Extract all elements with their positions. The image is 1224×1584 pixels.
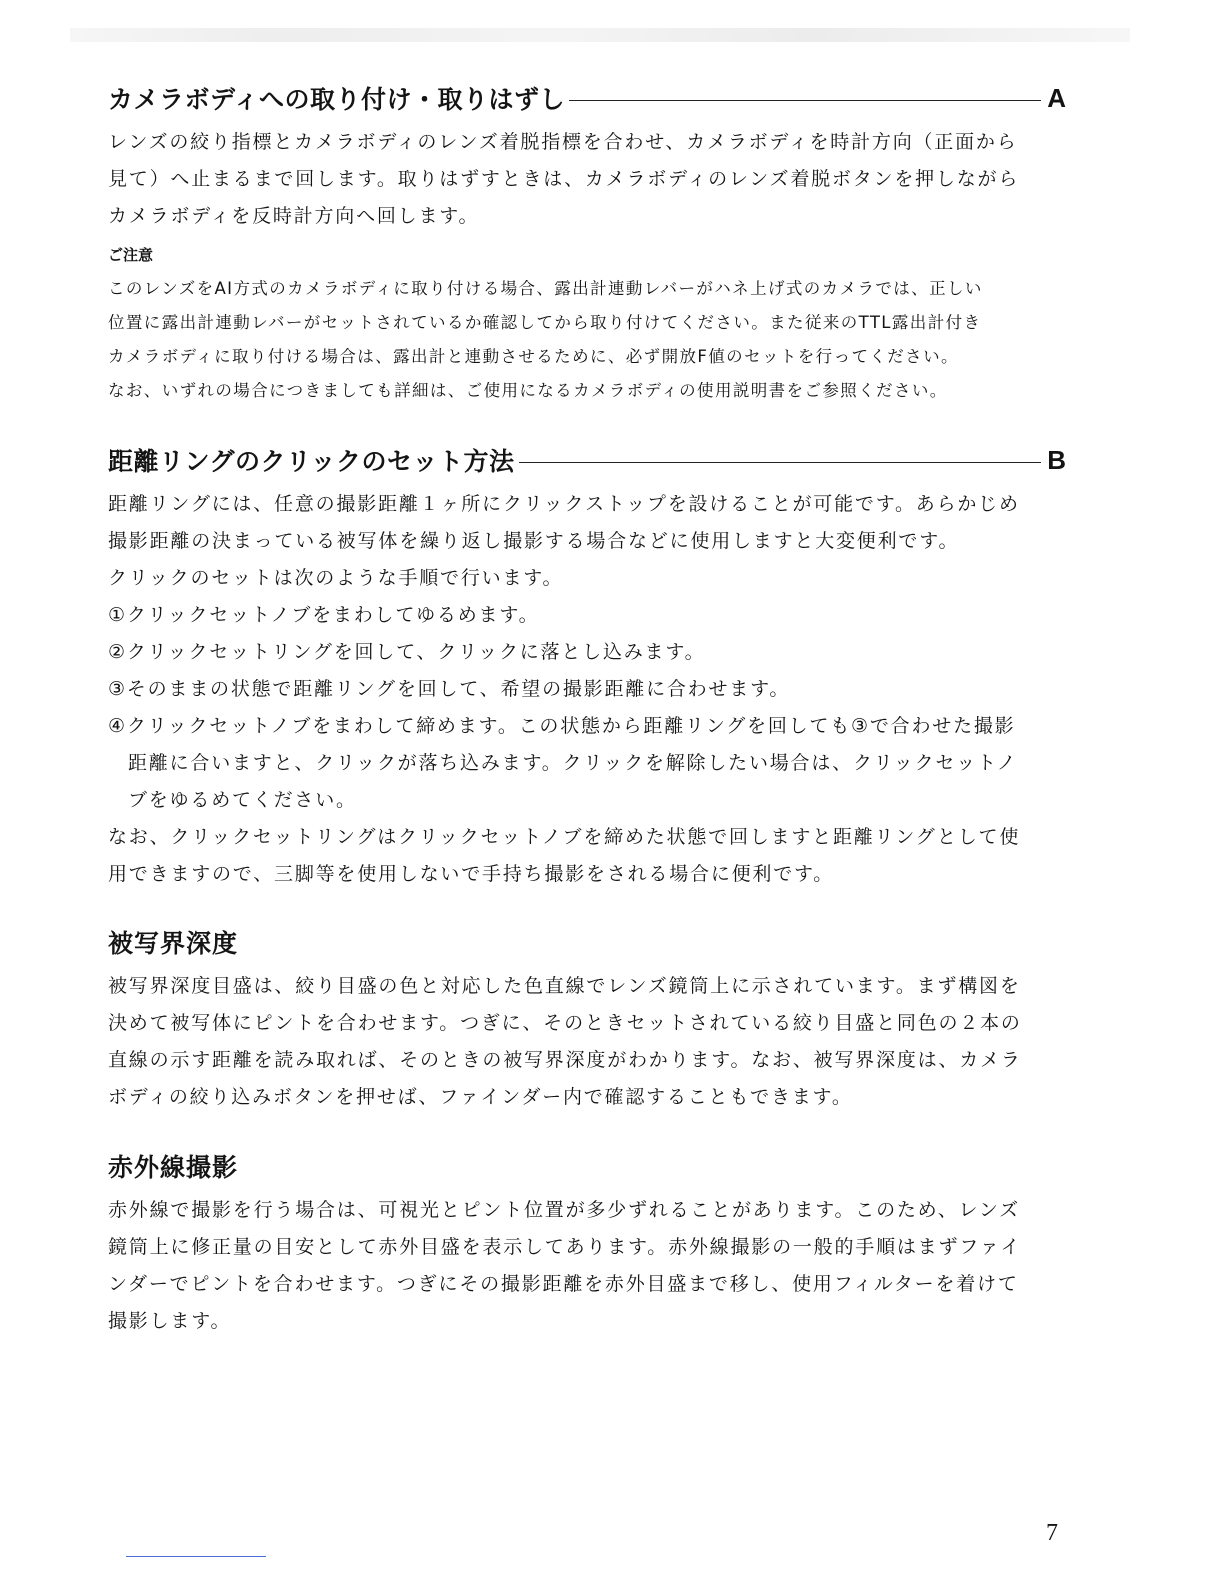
caution-body [108, 272, 1068, 408]
paragraph-line: 撮影します。 [108, 1310, 232, 1332]
dof-body [108, 968, 1068, 1116]
paragraph-line: 赤外線で撮影を行う場合は、可視光とピント位置が多少ずれることがあります。このため、レンズ [108, 1199, 1020, 1221]
paragraph-line: なお、いずれの場合につきましても詳細は、ご使用になるカメラボディの使用説明書をご参照ください。 [108, 381, 948, 400]
bottom-blue-rule [126, 1556, 266, 1557]
section-a-heading [108, 80, 1066, 116]
paragraph-line: このレンズをAI方式のカメラボディに取り付ける場合、露出計連動レバーがハネ上げ式のカメラでは、正しい [108, 279, 983, 298]
step-line: 距離に合いますと、クリックが落ち込みます。クリックを解除したい場合は、クリックセットノ [128, 752, 1018, 774]
paragraph-line: 位置に露出計連動レバーがセットされているか確認してから取り付けてください。また従来のTTL露出計付き [108, 313, 982, 332]
paragraph-line: カメラボディを反時計方向へ回します。 [108, 205, 480, 227]
paragraph-line: ボディの絞り込みボタンを押せば、ファインダー内で確認することもできます。 [108, 1086, 853, 1108]
scan-artifact-strip [70, 28, 1130, 42]
step-line: ②クリックセットリングを回して、クリックに落とし込みます。 [108, 641, 706, 663]
section-a-letter: A [1047, 82, 1066, 113]
section-a-body [108, 124, 1068, 235]
paragraph-line: 撮影距離の決まっている被写体を繰り返し撮影する場合などに使用しますと大変便利です。 [108, 530, 960, 552]
section-b-heading-rule [519, 462, 1042, 463]
infrared-title: 赤外線撮影 [108, 1153, 239, 1182]
paragraph-line: ンダーでピントを合わせます。つぎにその撮影距離を赤外目盛まで移し、使用フィルターを着けて [108, 1273, 1019, 1295]
paragraph-line: 鏡筒上に修正量の目安として赤外目盛を表示してあります。赤外線撮影の一般的手順はまずファイ [108, 1236, 1022, 1258]
paragraph-line: カメラボディに取り付ける場合は、露出計と連動させるために、必ず開放F値のセットを行ってください。 [108, 347, 959, 366]
page-number: 7 [1046, 1520, 1058, 1546]
caution-label: ご注意 [108, 246, 154, 264]
paragraph-line: なお、クリックセットリングはクリックセットノブを締めた状態で回しますと距離リングとして使 [108, 826, 1021, 848]
step-line: ブをゆるめてください。 [128, 789, 357, 811]
section-b-heading-text: 距離リングのクリックのセット方法 [108, 447, 515, 476]
dof-title: 被写界深度 [108, 929, 239, 958]
paragraph-line: 決めて被写体にピントを合わせます。つぎに、そのときセットされている絞り目盛と同色の２本の [108, 1012, 1022, 1034]
paragraph-line: レンズの絞り指標とカメラボディのレンズ着脱指標を合わせ、カメラボディを時計方向（正面から [108, 131, 1018, 153]
section-a-heading-rule [569, 100, 1041, 101]
section-b-letter: B [1047, 444, 1066, 475]
infrared-body [108, 1192, 1068, 1340]
section-a-heading-text: カメラボディへの取り付け・取りはずし [108, 85, 566, 114]
paragraph-line: 見て）へ止まるまで回します。取りはずすときは、カメラボディのレンズ着脱ボタンを押しながら [108, 168, 1020, 190]
paragraph-line: クリックのセットは次のような手順で行います。 [108, 567, 564, 589]
section-b-body [108, 486, 1068, 893]
paragraph-line: 被写界深度目盛は、絞り目盛の色と対応した色直線でレンズ鏡筒上に示されています。まず構図を [108, 975, 1021, 997]
step-line: ③そのままの状態で距離リングを回して、希望の撮影距離に合わせます。 [108, 678, 791, 700]
step-line: ④クリックセットノブをまわして締めます。この状態から距離リングを回しても③で合わせた撮影 [108, 715, 1016, 737]
step-line: ①クリックセットノブをまわしてゆるめます。 [108, 604, 540, 626]
paragraph-line: 直線の示す距離を読み取れば、そのときの被写界深度がわかります。なお、被写界深度は、カメラ [108, 1049, 1022, 1071]
paragraph-line: 用できますので、三脚等を使用しないで手持ち撮影をされる場合に便利です。 [108, 863, 835, 885]
paragraph-line: 距離リングには、任意の撮影距離１ヶ所にクリックストップを設けることが可能です。あらかじめ [108, 493, 1020, 515]
section-b-heading [108, 442, 1066, 478]
